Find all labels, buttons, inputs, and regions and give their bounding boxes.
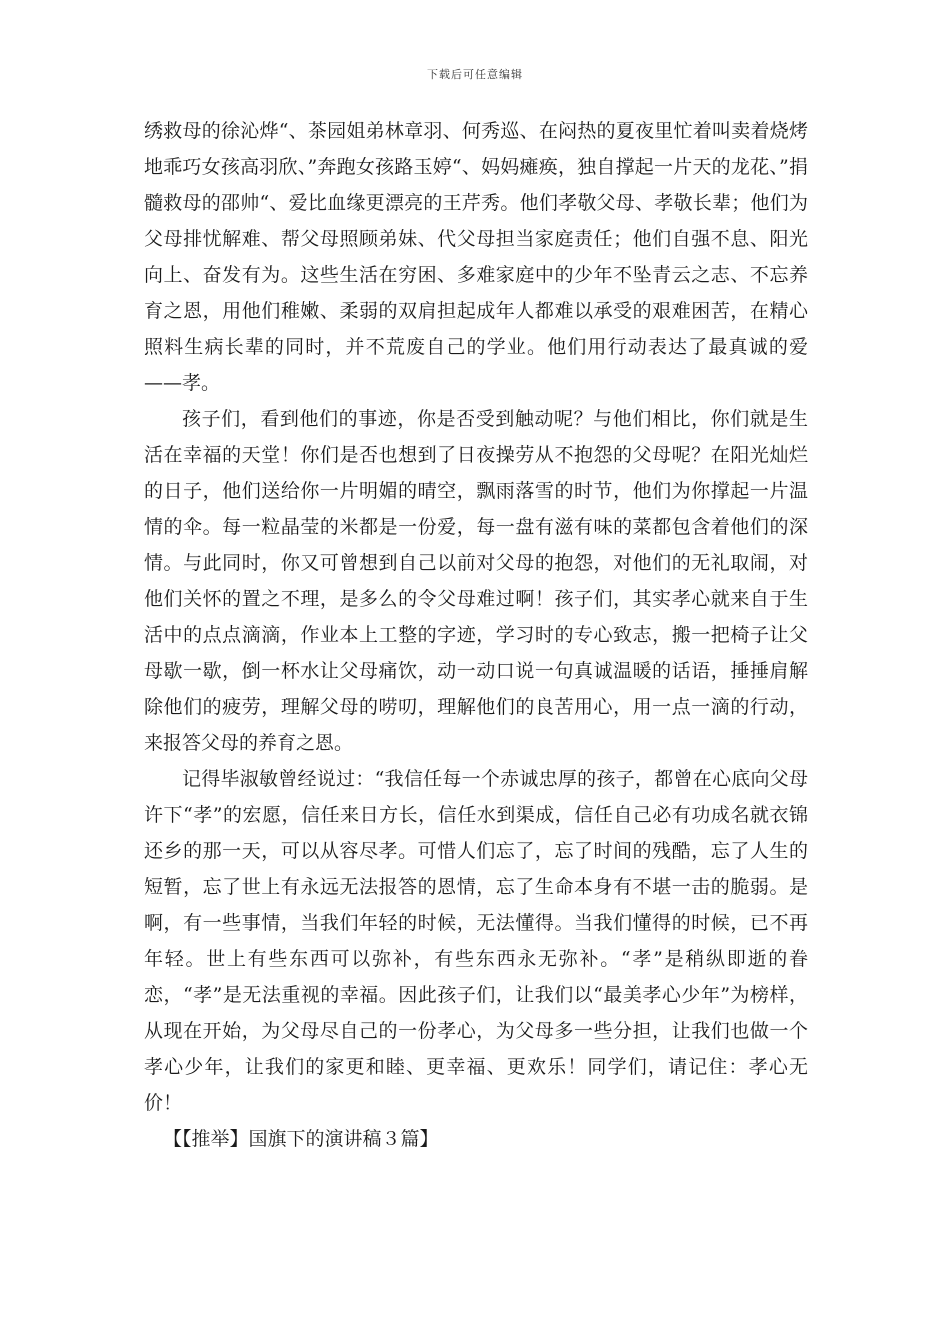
page-header: 下载后可任意编辑 <box>427 68 523 81</box>
document-body <box>144 113 808 1157</box>
article-title: 【【推举】国旗下的演讲稿３篇】 <box>163 1128 439 1150</box>
paragraph-1: 绣救母的徐沁烨“、茶园姐弟林章羽、何秀巡、在闷热的夏夜里忙着叫卖着烧烤地乖巧女孩高羽欣、”奔跑女孩路玉婷“、妈妈瘫痪，独自撑起一片天的龙花、”捐髓救母的邵帅“、爱比血缘更漂亮的王芹秀。他们孝敬父母、孝敬长辈；他们为父母排忧解难、帮父母照顾弟妹、代父母担当家庭责任；他们自强不息、阳光向上、奋发有为。这些生活在穷困、多难家庭中的少年不坠青云之志、不忘养育之恩，用他们稚嫩、柔弱的双肩担起成年人都难以承受的艰难困苦，在精心照料生病长辈的同时，并不荒废自己的学业。他们用行动表达了最真诚的爱——孝。 <box>144 120 808 394</box>
paragraph-2: 孩子们，看到他们的事迹，你是否受到触动呢？与他们相比，你们就是生活在幸福的天堂！你们是否也想到了日夜操劳从不抱怨的父母呢？在阳光灿烂的日子，他们送给你一片明媚的晴空，飘雨落雪的时节，他们为你撑起一片温情的伞。每一粒晶莹的米都是一份爱，每一盘有滋有味的菜都包含着他们的深情。与此同时，你又可曾想到自己以前对父母的抱怨，对他们的无礼取闹，对他们关怀的置之不理，是多么的令父母难过啊！孩子们，其实孝心就来自于生活中的点点滴滴，作业本上工整的字迹，学习时的专心致志，搬一把椅子让父母歇一歇，倒一杯水让父母痛饮，动一动口说一句真诚温暖的话语，捶捶肩解除他们的疲劳，理解父母的唠叨，理解他们的良苦用心，用一点一滴的行动，来报答父母的养育之恩。 <box>144 408 808 754</box>
paragraph-3: 记得毕淑敏曾经说过：“我信任每一个赤诚忠厚的孩子，都曾在心底向父母许下“孝”的宏愿，信任来日方长，信任水到渠成，信任自己必有功成名就衣锦还乡的那一天，可以从容尽孝。可惜人们忘了，忘了时间的残酷，忘了人生的短暂，忘了世上有永远无法报答的恩情，忘了生命本身有不堪一击的脆弱。是啊，有一些事情，当我们年轻的时候，无法懂得。当我们懂得的时候，已不再年轻。世上有些东西可以弥补，有些东西永无弥补。“孝”是稍纵即逝的眷恋，“孝”是无法重视的幸福。因此孩子们，让我们以“最美孝心少年”为榜样，从现在开始，为父母尽自己的一份孝心，为父母多一些分担，让我们也做一个孝心少年，让我们的家更和睦、更幸福、更欢乐！同学们，请记住：孝心无价！ <box>144 768 808 1114</box>
